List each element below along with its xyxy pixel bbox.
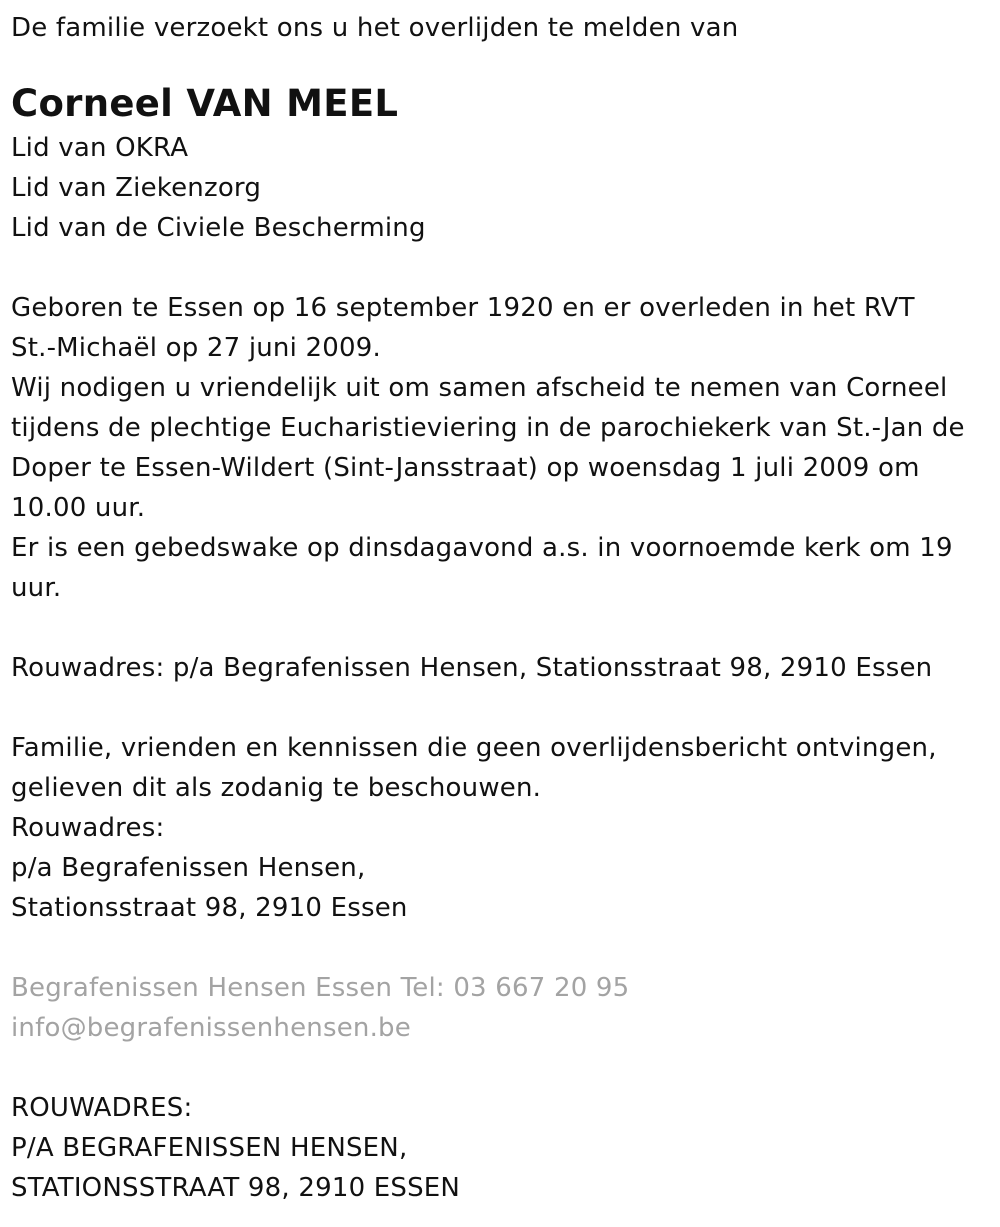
family-notice-line: Rouwadres: xyxy=(11,813,165,843)
announcement-line: uur. xyxy=(11,573,62,603)
spacer xyxy=(11,608,1000,648)
announcement-line: 10.00 uur. xyxy=(11,493,146,523)
family-notice-line: Familie, vrienden en kennissen die geen overlijdensbericht ontvingen, xyxy=(11,733,937,763)
membership-item: Lid van OKRA xyxy=(11,133,189,163)
deceased-name: Corneel VAN MEEL xyxy=(11,82,399,125)
announcement-line: Er is een gebedswake op dinsdagavond a.s. in voornoemde kerk om 19 xyxy=(11,533,953,563)
announcement-line: Wij nodigen u vriendelijk uit om samen afscheid te nemen van Corneel xyxy=(11,373,948,403)
rouwadres-caps-line: P/A BEGRAFENISSEN HENSEN, xyxy=(11,1133,408,1163)
funeral-home-contact xyxy=(11,968,1000,1048)
family-notice-line: Stationsstraat 98, 2910 Essen xyxy=(11,893,408,923)
funeral-home-email-link[interactable]: info@begrafenissenhensen.be xyxy=(11,1013,411,1043)
membership-item: Lid van Ziekenzorg xyxy=(11,173,262,203)
rouwadres-caps-line: ROUWADRES: xyxy=(11,1093,193,1123)
family-notice xyxy=(11,728,1000,928)
announcement-line: Doper te Essen-Wildert (Sint-Jansstraat) op woensdag 1 juli 2009 om xyxy=(11,453,920,483)
spacer xyxy=(11,688,1000,728)
announcement-line: St.-Michaël op 27 juni 2009. xyxy=(11,333,381,363)
spacer xyxy=(11,248,1000,288)
spacer xyxy=(11,1048,1000,1088)
rouwadres-inline: Rouwadres: p/a Begrafenissen Hensen, Stationsstraat 98, 2910 Essen xyxy=(11,653,933,683)
rouwadres-caps xyxy=(11,1088,1000,1208)
announcement-paragraph xyxy=(11,288,1000,608)
rouwadres-caps-line: STATIONSSTRAAT 98, 2910 ESSEN xyxy=(11,1173,461,1203)
memberships-list xyxy=(11,128,1000,248)
family-notice-line: p/a Begrafenissen Hensen, xyxy=(11,853,366,883)
family-notice-line: gelieven dit als zodanig te beschouwen. xyxy=(11,773,542,803)
announcement-line: tijdens de plechtige Eucharistieviering in de parochiekerk van St.-Jan de xyxy=(11,413,965,443)
membership-item: Lid van de Civiele Bescherming xyxy=(11,213,426,243)
funeral-home-phone: Begrafenissen Hensen Essen Tel: 03 667 20 95 xyxy=(11,973,630,1003)
announcement-line: Geboren te Essen op 16 september 1920 en er overleden in het RVT xyxy=(11,293,915,323)
intro-text: De familie verzoekt ons u het overlijden te melden van xyxy=(11,13,739,43)
spacer xyxy=(11,928,1000,968)
